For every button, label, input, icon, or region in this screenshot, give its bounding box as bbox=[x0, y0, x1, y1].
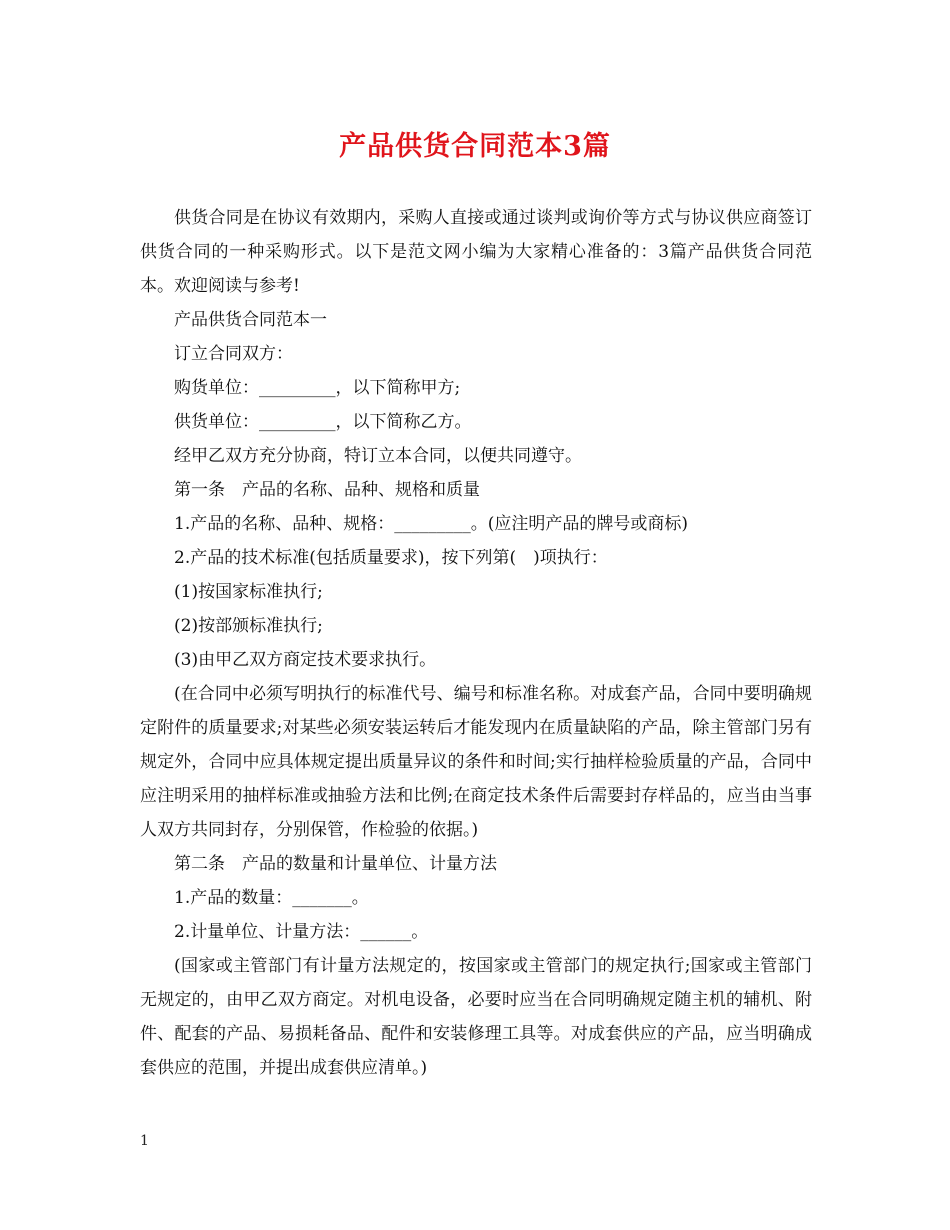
paragraph-article-2-item-2: 2.计量单位、计量方法：______。 bbox=[174, 922, 429, 942]
paragraph-option-3: (3)由甲乙双方商定技术要求执行。 bbox=[174, 650, 437, 670]
paragraph-option-1: (1)按国家标准执行; bbox=[174, 582, 323, 602]
paragraph-buyer: 购货单位：_________，以下简称甲方; bbox=[174, 378, 461, 398]
paragraph-article-1-item-1: 1.产品的名称、品种、规格：_________。(应注明产品的牌号或商标) bbox=[174, 514, 688, 534]
paragraph-quantity-note: (国家或主管部门有计量方法规定的，按国家或主管部门的规定执行;国家或主管部门无规定的，由甲乙双方商定。对机电设备，必要时应当在合同明确规定随主机的辅机、附件、配套的产品、易损耗备品、配件和安装修理工具等。对成套供应的产品，应当明确成套供应的范围，并提出成套供应清单。) bbox=[140, 956, 812, 1078]
paragraph-intro: 供货合同是在协议有效期内，采购人直接或通过谈判或询价等方式与协议供应商签订供货合同的一种采购形式。以下是范文网小编为大家精心准备的：3篇产品供货合同范本。欢迎阅读与参考! bbox=[140, 208, 812, 296]
page-number: 1 bbox=[140, 1133, 149, 1149]
paragraph-article-1-item-2: 2.产品的技术标准(包括质量要求)，按下列第( )项执行： bbox=[174, 548, 608, 568]
paragraph-supplier: 供货单位：_________，以下简称乙方。 bbox=[174, 412, 472, 432]
document-title: 产品供货合同范本3篇 bbox=[339, 131, 611, 162]
paragraph-agreement: 经甲乙双方充分协商，特订立本合同，以便共同遵守。 bbox=[174, 446, 582, 466]
document-body bbox=[140, 201, 812, 1085]
paragraph-quality-note: (在合同中必须写明执行的标准代号、编号和标准名称。对成套产品，合同中要明确规定附件的质量要求;对某些必须安装运转后才能发现内在质量缺陷的产品，除主管部门另有规定外，合同中应具体规定提出质量异议的条件和时间;实行抽样检验质量的产品，合同中应注明采用的抽样标准或抽验方法和比例;在商定技术条件后需要封存样品的，应当由当事人双方共同封存，分别保管，作检验的依据。) bbox=[140, 684, 812, 840]
paragraph-article-2-item-1: 1.产品的数量：_______。 bbox=[174, 888, 369, 908]
paragraph-article-2: 第二条 产品的数量和计量单位、计量方法 bbox=[174, 854, 497, 874]
paragraph-parties: 订立合同双方： bbox=[174, 344, 293, 364]
paragraph-section-heading: 产品供货合同范本一 bbox=[174, 310, 327, 330]
paragraph-article-1: 第一条 产品的名称、品种、规格和质量 bbox=[174, 480, 480, 500]
paragraph-option-2: (2)按部颁标准执行; bbox=[174, 616, 323, 636]
